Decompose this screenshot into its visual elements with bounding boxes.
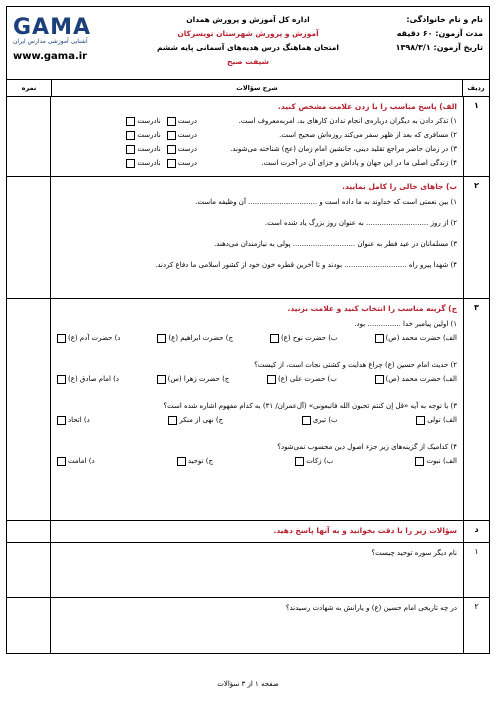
section-title: الف) پاسخ مناسب را با زدن علامت مشخص کنید.	[278, 102, 457, 111]
option-checkbox[interactable]	[157, 375, 166, 384]
mc-question: ۳) با توجه به آیه «قل إن کنتم تحبون الله فاتبعونی» (آل‌عمران/ ۳۱) به کدام مفهوم اشاره شده است؟	[163, 402, 457, 410]
blank-item: ۴) شهدا پیرو راه ............................ بودند و تا آخرین قطره خون خود از کشور اسلامی ما دفاع کردند.	[155, 261, 457, 269]
section-true-false	[7, 97, 489, 177]
column-sharh: شرح سؤالات	[236, 84, 278, 92]
section-title: ب) جاهای خالی را کامل نمایید.	[342, 182, 457, 191]
exam-header	[7, 7, 489, 80]
column-radif: ردیف	[462, 80, 489, 96]
option-checkbox[interactable]	[57, 416, 66, 425]
gama-logo	[13, 15, 113, 40]
true-option[interactable]	[167, 142, 197, 156]
mc-option[interactable]: ج) توحید	[177, 454, 213, 468]
short-answer-question: در چه تاریخی امام حسین (ع) و یارانش به شهادت رسیدند؟	[285, 604, 457, 612]
false-option[interactable]	[126, 114, 160, 128]
section-number: ۲	[463, 177, 489, 298]
mc-question: ۱) اولین پیامبر خدا ............... بود.	[354, 320, 457, 328]
section-fill-blanks	[7, 177, 489, 299]
name-label: نام و نام خانوادگی:	[406, 15, 483, 24]
student-info	[373, 13, 483, 55]
date-label: تاریخ آزمون: ۱۳۹۸/۳/۱	[395, 43, 483, 52]
false-option[interactable]	[126, 128, 160, 142]
logo-subtitle: آشنایی آموزشی مدارس ایران	[13, 38, 88, 45]
false-label: نادرست	[137, 159, 161, 167]
section-body	[51, 97, 463, 176]
mc-options	[57, 413, 457, 427]
mc-option[interactable]: ج) نهی از منکر	[168, 413, 223, 427]
site-url: www.gama.ir	[13, 51, 88, 62]
tf-item	[57, 142, 457, 156]
section-body	[51, 521, 463, 542]
mc-options	[57, 372, 457, 386]
column-nomre: نمره	[7, 80, 52, 96]
option-checkbox[interactable]	[375, 334, 384, 343]
mc-option[interactable]: د) حضرت آدم (ع)	[57, 331, 120, 345]
false-checkbox[interactable]	[126, 145, 135, 154]
score-cell	[7, 299, 51, 520]
tf-question: ۱) تذکر دادن به دیگران درباره‌ی انجام ندادن کارهای بد، امربه‌معروف است.	[238, 117, 457, 125]
short-answer-row	[7, 598, 489, 653]
score-cell	[7, 598, 51, 653]
blank-item: ۳) مسلمانان در عید فطر به عنوان ............................ پولی به نیازمندان می‌دهند.	[214, 240, 457, 248]
option-checkbox[interactable]	[267, 375, 276, 384]
blank-item: ۲) از روز ............................ به عنوان روز بزرگ یاد شده است.	[264, 219, 457, 227]
section-body	[51, 299, 463, 520]
false-checkbox[interactable]	[126, 131, 135, 140]
shift-label: شیفت صبح	[226, 57, 270, 66]
true-option[interactable]	[167, 156, 197, 170]
option-checkbox[interactable]	[57, 334, 66, 343]
option-checkbox[interactable]	[270, 334, 279, 343]
exam-org-info	[127, 13, 369, 69]
mc-options	[57, 454, 457, 468]
score-cell	[7, 521, 51, 542]
section-title: ج) گزینه مناسب را انتخاب کنید و علامت بزنید.	[287, 304, 457, 313]
option-checkbox[interactable]	[295, 457, 304, 466]
mc-option[interactable]: د) اتحاد	[57, 413, 90, 427]
mc-option[interactable]: د) امامت	[57, 454, 95, 468]
option-checkbox[interactable]	[57, 457, 66, 466]
mc-options	[57, 331, 457, 345]
true-checkbox[interactable]	[167, 145, 176, 154]
logo-text: GAMA	[13, 15, 92, 40]
mc-option[interactable]: ج) حضرت زهرا (س)	[157, 372, 230, 386]
short-answer-body[interactable]	[51, 543, 463, 597]
mc-option[interactable]: ج) حضرت ابراهیم (ع)	[157, 331, 233, 345]
org-line2: آموزش و پرورش شهرستان تویسرکان	[177, 29, 319, 38]
mc-option[interactable]: ب) حضرت علی (ع)	[267, 372, 337, 386]
false-label: نادرست	[137, 117, 161, 125]
section-number: ۳	[463, 299, 489, 520]
option-checkbox[interactable]	[157, 334, 166, 343]
false-option[interactable]	[126, 156, 160, 170]
gama-logo-block	[13, 15, 113, 62]
true-option[interactable]	[167, 114, 197, 128]
false-checkbox[interactable]	[126, 117, 135, 126]
true-label: درست	[177, 117, 197, 125]
short-answer-row	[7, 543, 489, 598]
true-checkbox[interactable]	[167, 117, 176, 126]
true-checkbox[interactable]	[167, 159, 176, 168]
mc-question: ۲) حدیث امام حسین (ع) چراغ هدایت و کشتی نجات است، از کیست؟	[254, 361, 457, 369]
mc-option[interactable]: الف) تولی	[416, 413, 457, 427]
short-answer-body[interactable]	[51, 598, 463, 653]
mc-option[interactable]: الف) نبوت	[415, 454, 457, 468]
false-checkbox[interactable]	[126, 159, 135, 168]
duration-label: مدت آزمون: ۶۰ دقیقه	[396, 29, 483, 38]
true-checkbox[interactable]	[167, 131, 176, 140]
tf-options	[57, 128, 197, 142]
mc-option[interactable]: ب) تبری	[302, 413, 338, 427]
tf-options	[57, 156, 197, 170]
score-cell	[7, 543, 51, 597]
mc-option[interactable]: ب) زکات	[295, 454, 333, 468]
tf-item	[57, 114, 457, 128]
section-multiple-choice	[7, 299, 489, 521]
column-header-row	[7, 80, 489, 97]
section-short-answer-header	[7, 521, 489, 543]
score-cell	[7, 97, 51, 176]
blank-item: ۱) بین نعمتی است که خداوند به ما داده است و ............................... آن وظیفه ماست.	[195, 198, 457, 206]
tf-item	[57, 156, 457, 170]
tf-item	[57, 128, 457, 142]
question-number: ۲	[463, 598, 489, 653]
tf-options	[57, 142, 197, 156]
org-line1: اداره کل آموزش و پرورش همدان	[186, 15, 310, 24]
exam-title: امتحان هماهنگ درس هدیه‌های آسمانی پایه ششم	[157, 43, 339, 52]
option-checkbox[interactable]	[177, 457, 186, 466]
short-answer-question: نام دیگر سوره توحید چیست؟	[371, 549, 457, 557]
tf-question: ۳) در زمان حاضر مراجع تقلید دینی، جانشین امام زمان (عج) شناخته می‌شوند.	[230, 145, 457, 153]
tf-question: ۴) زندگی اصلی ما در این جهان و پاداش و جزای آن در آخرت است.	[261, 159, 457, 167]
mc-option[interactable]: د) امام صادق (ع)	[57, 372, 119, 386]
mc-option[interactable]: ب) حضرت نوح (ع)	[270, 331, 338, 345]
page-footer: صفحه ۱ از ۳ سؤالات	[217, 680, 279, 688]
true-label: درست	[177, 145, 197, 153]
score-cell	[7, 177, 51, 298]
true-option[interactable]	[167, 128, 197, 142]
option-checkbox[interactable]	[416, 416, 425, 425]
option-checkbox[interactable]	[168, 416, 177, 425]
tf-question: ۲) مسافری که بعد از ظهر سفر می‌کند روزه‌اش صحیح است.	[279, 131, 457, 139]
mc-option[interactable]: الف) حضرت محمد (ص)	[375, 372, 458, 386]
exam-frame	[6, 6, 490, 654]
option-checkbox[interactable]	[375, 375, 384, 384]
option-checkbox[interactable]	[57, 375, 66, 384]
false-label: نادرست	[137, 145, 161, 153]
question-number: ۱	[463, 543, 489, 597]
false-label: نادرست	[137, 131, 161, 139]
true-label: درست	[177, 159, 197, 167]
option-checkbox[interactable]	[415, 457, 424, 466]
mc-question: ۴) کدامیک از گزینه‌های زیر جزء اصول دین محسوب نمی‌شود؟	[277, 443, 457, 451]
false-option[interactable]	[126, 142, 160, 156]
section-number: د	[463, 521, 489, 542]
true-label: درست	[177, 131, 197, 139]
section-body	[51, 177, 463, 298]
mc-option[interactable]: الف) حضرت محمد (ص)	[375, 331, 458, 345]
option-checkbox[interactable]	[302, 416, 311, 425]
section-title: سؤالات زیر را با دقت بخوانید و به آنها پاسخ دهید.	[273, 526, 457, 535]
tf-options	[57, 114, 197, 128]
section-number: ۱	[463, 97, 489, 176]
